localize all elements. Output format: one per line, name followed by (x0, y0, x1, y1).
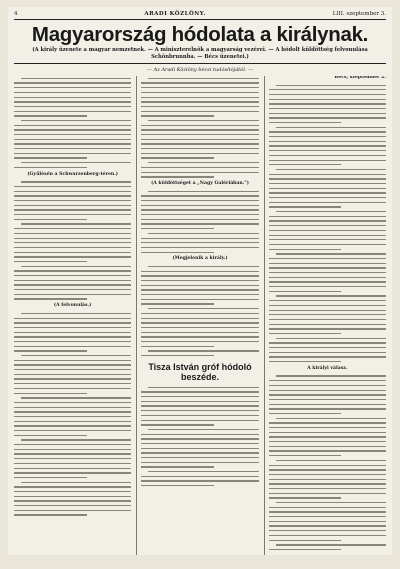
body-text (141, 76, 258, 179)
body-text (14, 311, 131, 517)
body-text (141, 385, 258, 488)
issue-date: LIII. szeptember 3. (332, 11, 386, 17)
column-1 (14, 76, 131, 555)
box-headline: Tisza István gróf hódoló beszéde. (148, 361, 252, 382)
newspaper-page (8, 7, 392, 555)
body-text (269, 83, 386, 364)
body-text (141, 189, 258, 255)
section-heading: (Megjelenik a király.) (172, 256, 228, 262)
column-3 (264, 76, 386, 555)
section-heading: A királyi válasz. (307, 365, 348, 371)
running-header (14, 11, 386, 20)
text-line (14, 513, 131, 518)
dateline: Bécs, szeptember 2. (334, 76, 386, 80)
masthead: ARADI KÖZLÖNY. (144, 11, 206, 17)
text-line (141, 353, 258, 358)
section-heading: (A küldöttséget a „Nagy Galériában.") (151, 181, 249, 187)
article-columns (14, 76, 386, 555)
divider (14, 63, 386, 64)
body-text (141, 264, 258, 358)
text-line (141, 174, 258, 179)
page-number: 4 (14, 11, 18, 17)
text-line (269, 547, 386, 552)
text-line (14, 297, 131, 302)
section-heading: (Gyűlésén a Schwarzenberg-téren.) (27, 171, 118, 177)
headline: Magyarország hódolata a királynak. (31, 23, 369, 46)
text-line (141, 250, 258, 255)
body-text (14, 76, 131, 170)
column-2 (136, 76, 258, 555)
text-line (14, 165, 131, 170)
body-text (14, 179, 131, 301)
text-line (269, 359, 386, 364)
text-line (141, 483, 258, 488)
body-text (269, 374, 386, 552)
subhead: (A király üzenete a magyar nemzetnek. — A miniszterelnök a magyarság vezérei. — A hódolt küldöttség felvonulása Schönbrunnba. — Bécs üzenetei.) (32, 47, 368, 60)
section-heading: (A felvonulás.) (53, 303, 92, 309)
source-line: — Az Aradi Közlöny bécsi tudósítójától. — (147, 67, 253, 73)
